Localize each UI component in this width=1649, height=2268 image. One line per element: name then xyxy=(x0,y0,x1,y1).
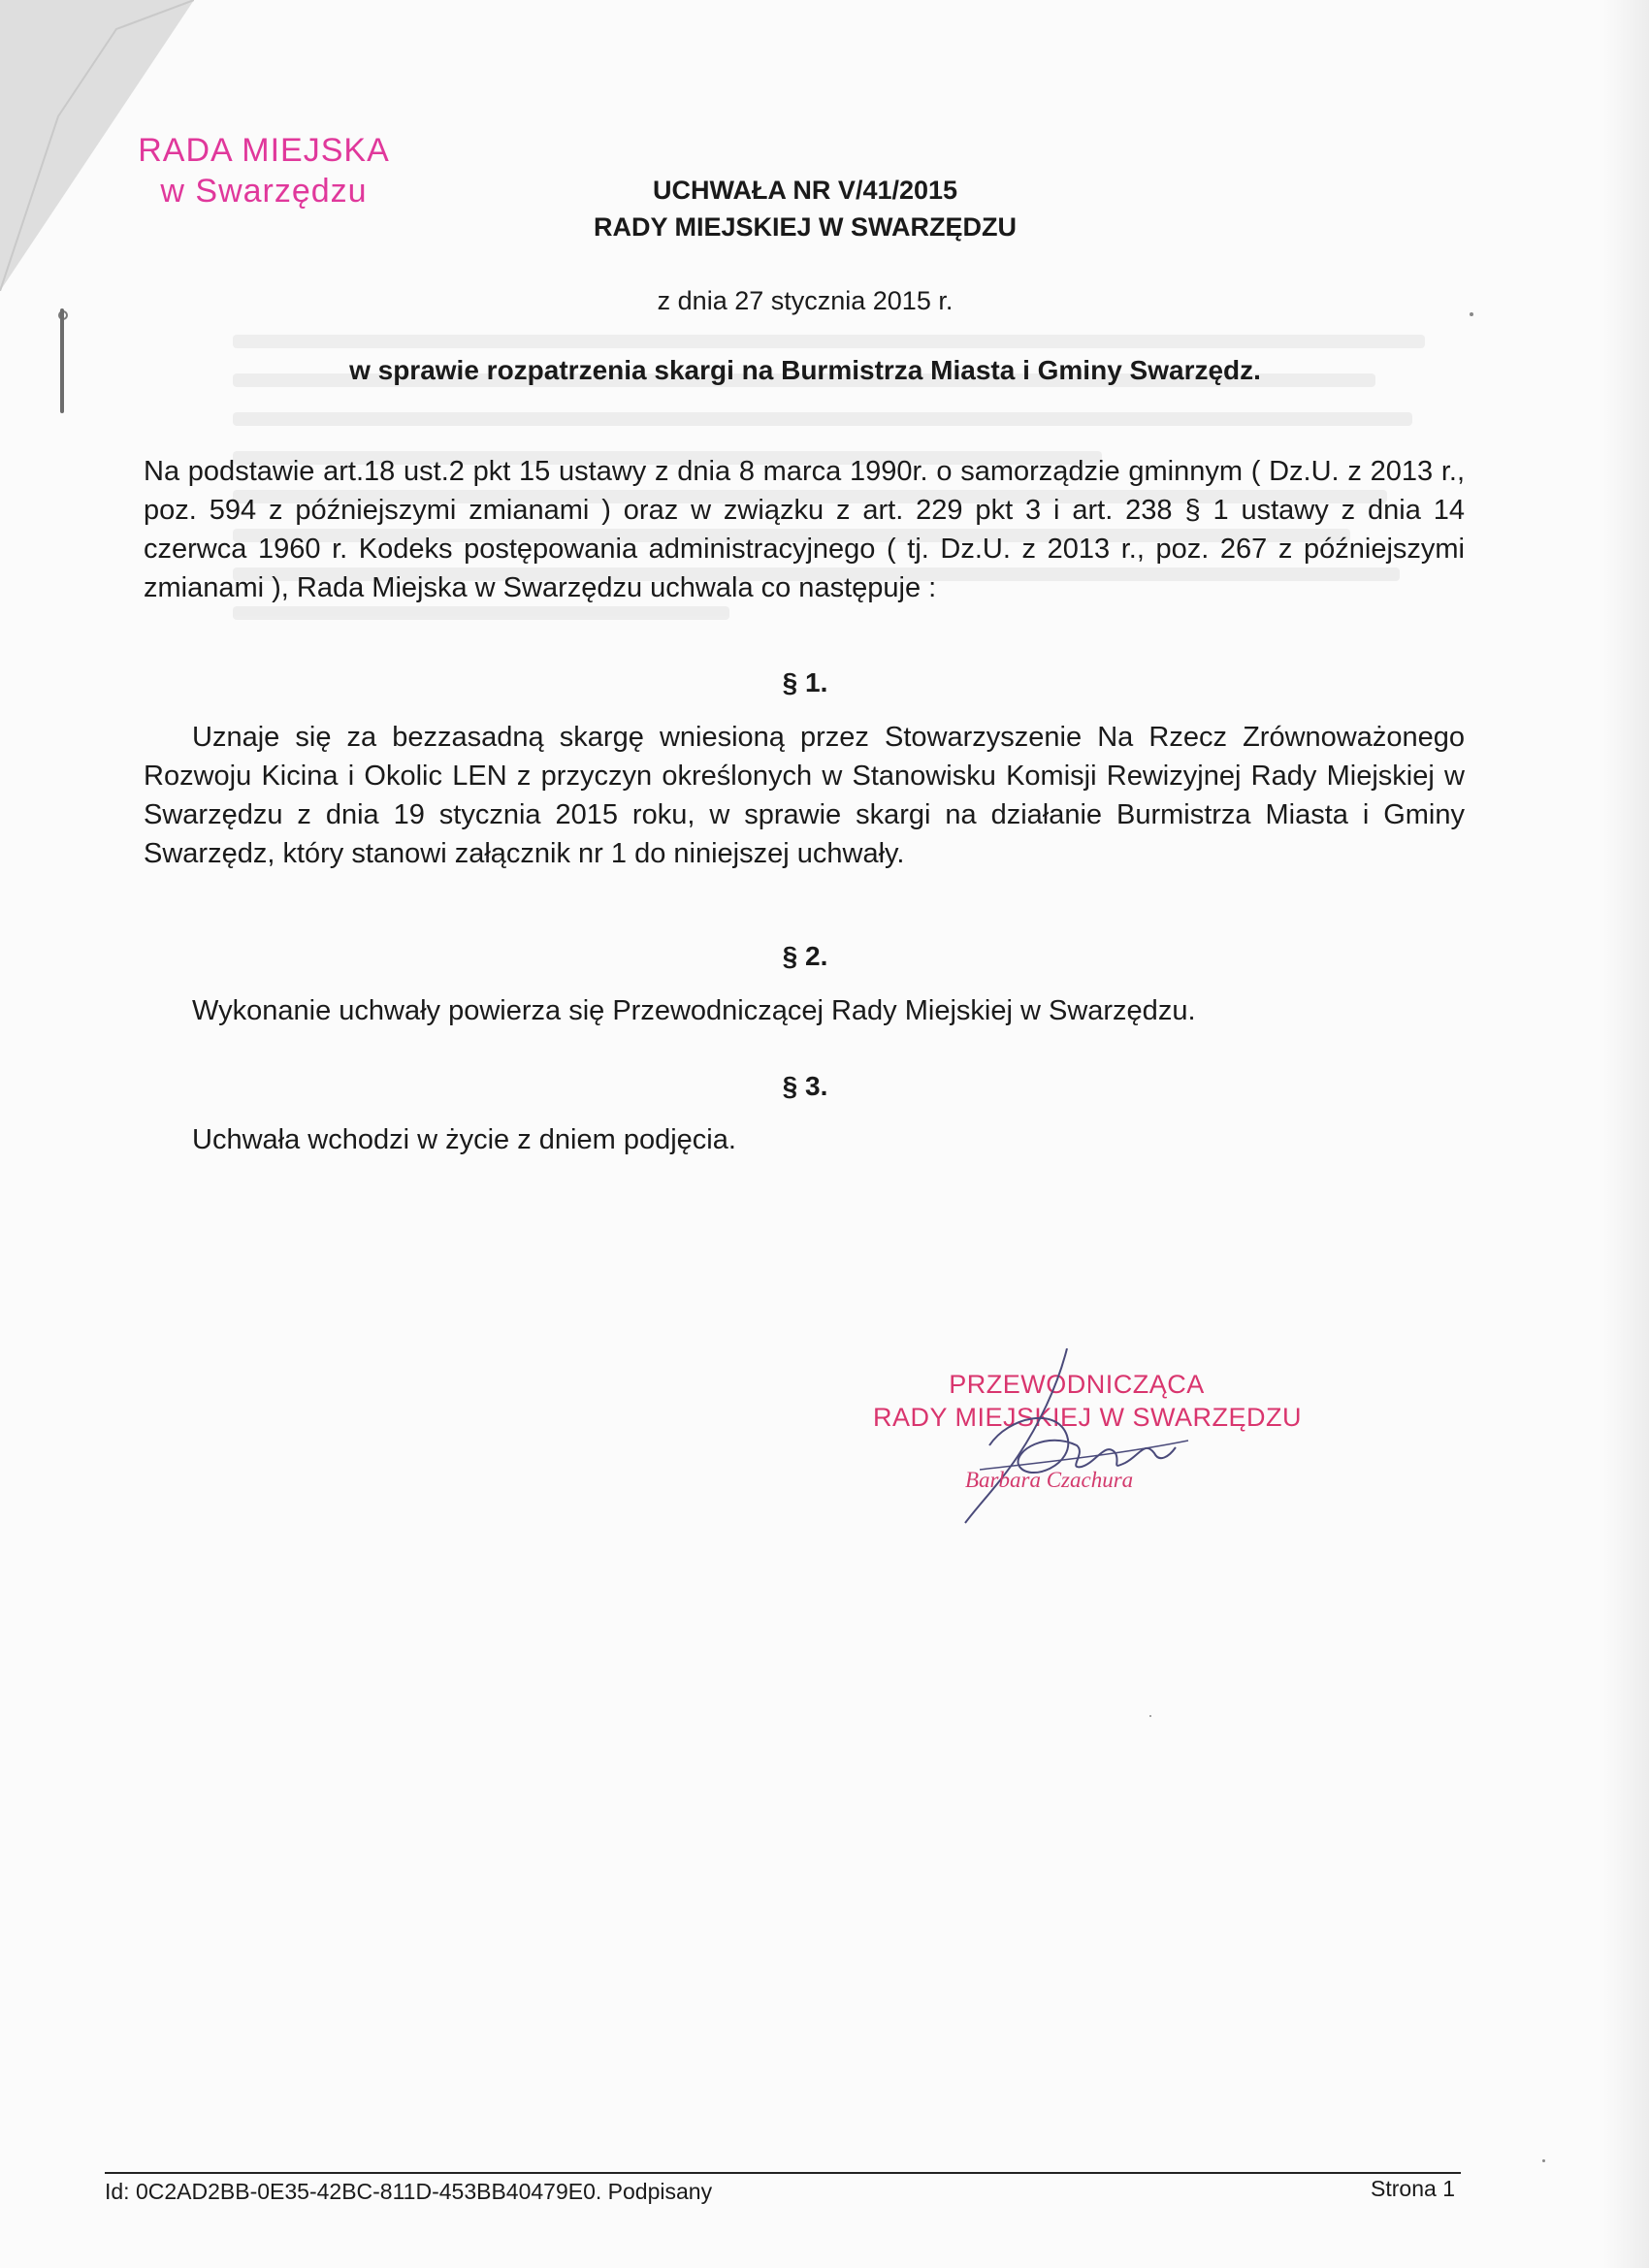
paper-speck xyxy=(1542,2159,1545,2162)
section-1-sign: § 1. xyxy=(782,667,828,697)
handwritten-signature xyxy=(922,1348,1232,1533)
paper-speck xyxy=(1149,1715,1151,1717)
section-2-sign: § 2. xyxy=(782,941,828,971)
footer-rule xyxy=(105,2172,1461,2174)
section-3-text: Uchwała wchodzi w życie z dniem podjęcia. xyxy=(192,1124,736,1155)
legal-basis-paragraph: Na podstawie art.18 ust.2 pkt 15 ustawy z dnia 8 marca 1990r. o samorządzie gminnym ( Dz.U. z 2013 r., poz. 594 z późniejszymi zmianami ) oraz w związku z art. 229 pkt 3 i art. 238 § 1 ustawy z dnia 14 czerwca 1960 r. Kodeks postępowania administracyjnego ( tj. Dz.U. z 2013 r., poz. 267 z późniejszymi zmianami ), Rada Miejska w Swarzędzu uchwala co następuje : xyxy=(144,456,1465,603)
council-stamp-line1: RADA MIEJSKA xyxy=(138,132,390,169)
staple-mark xyxy=(60,308,64,413)
section-2-text: Wykonanie uchwały powierza się Przewodniczącej Rady Miejskiej w Swarzędzu. xyxy=(192,995,1196,1026)
chairwoman-stamp-title: PRZEWODNICZĄCA xyxy=(949,1370,1205,1399)
section-1-text: Uznaje się za bezzasadną skargę wniesioną przez Stowarzyszenie Na Rzecz Zrównoważonego Rozwoju Kicina i Okolic LEN z przyczyn określonych w Stanowisku Komisji Rewizyjnej Rady Miejskiej w Swarzędzu z dnia 19 stycznia 2015 roku, w sprawie skargi na działanie Burmistrza Miasta i Gminy Swarzędz, który stanowi załącznik nr 1 do niniejszej uchwały. xyxy=(144,722,1465,869)
section-3-sign: § 3. xyxy=(782,1071,828,1101)
page-number: Strona 1 xyxy=(1371,2176,1455,2201)
resolution-council: RADY MIEJSKIEJ W SWARZĘDZU xyxy=(593,212,1018,242)
resolution-subject: w sprawie rozpatrzenia skargi na Burmistrza Miasta i Gminy Swarzędz. xyxy=(349,355,1261,385)
page-right-shadow xyxy=(1602,0,1649,2268)
resolution-date: z dnia 27 stycznia 2015 r. xyxy=(657,286,954,315)
paper-speck xyxy=(1470,312,1473,316)
document-id: Id: 0C2AD2BB-0E35-42BC-811D-453BB40479E0. Podpisany xyxy=(105,2179,713,2204)
signatory-name: Barbara Czachura xyxy=(965,1468,1134,1492)
resolution-number: UCHWAŁA NR V/41/2015 xyxy=(652,176,958,205)
chairwoman-stamp-council: RADY MIEJSKIEJ W SWARZĘDZU xyxy=(873,1403,1303,1432)
council-stamp-line2: w Swarzędzu xyxy=(160,173,368,210)
